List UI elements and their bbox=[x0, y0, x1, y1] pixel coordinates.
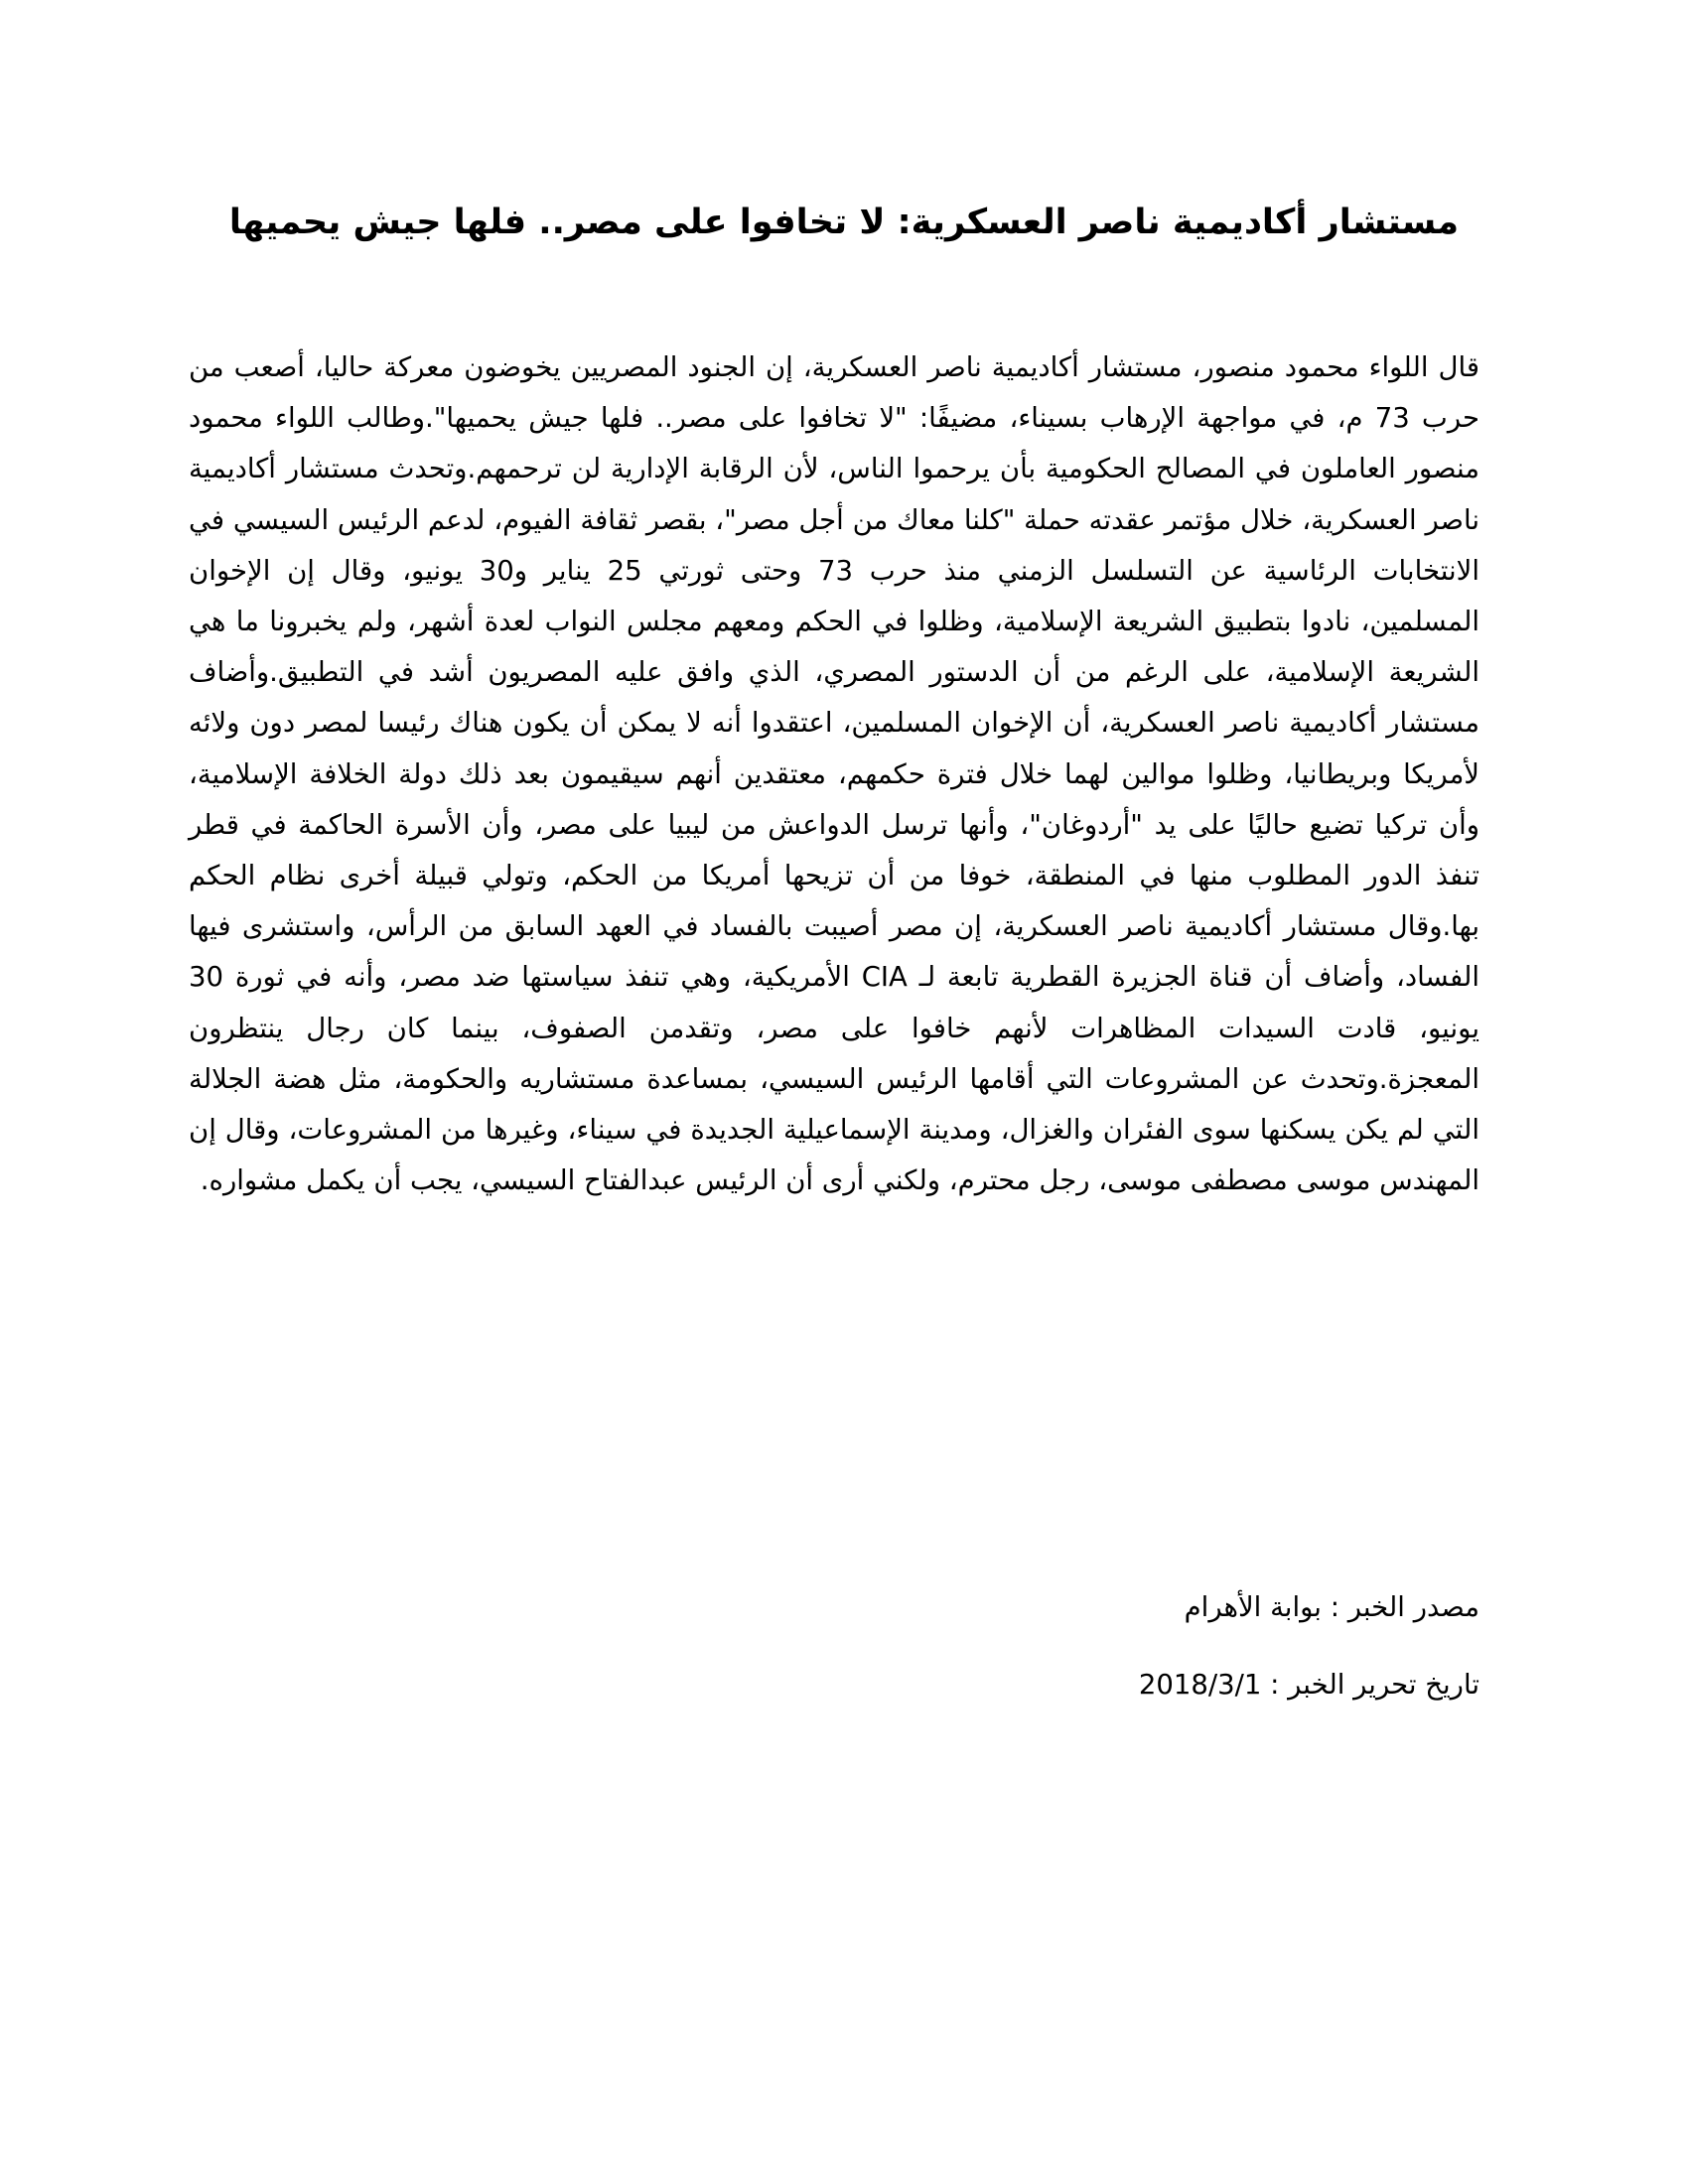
news-date: تاريخ تحرير الخبر : 2018/3/1 bbox=[1138, 1669, 1479, 1701]
article-title: مستشار أكاديمية ناصر العسكرية: لا تخافوا على مصر.. فلها جيش يحميها bbox=[228, 203, 1460, 242]
news-source: مصدر الخبر : بوابة الأهرام bbox=[1184, 1591, 1479, 1623]
article-body: قال اللواء محمود منصور، مستشار أكاديمية ناصر العسكرية، إن الجنود المصريين يخوضون معركة حاليا، أصعب من حرب 73 م، في مواجهة الإرهاب بسيناء، مضيفًا: "لا تخافوا على مصر.. فلها جيش يحميها".وطالب اللواء محمود منصور العاملون في المصالح الحكومية بأن يرحموا الناس، لأن الرقابة الإدارية لن ترحمهم.وتحدث مستشار أكاديمية ناصر العسكرية، خلال مؤتمر عقدته حملة "كلنا معاك من أجل مصر"، بقصر ثقافة الفيوم، لدعم الرئيس السيسي في الانتخابات الرئاسية عن التسلسل الزمني منذ حرب 73 وحتى ثورتي 25 يناير و30 يونيو، وقال إن الإخوان المسلمين، نادوا بتطبيق الشريعة الإسلامية، وظلوا في الحكم ومعهم مجلس النواب لعدة أشهر، ولم يخبرونا ما هي الشريعة الإسلامية، على الرغم من أن الدستور المصري، الذي وافق عليه المصريون أشد في التطبيق.وأضاف مستشار أكاديمية ناصر العسكرية، أن الإخوان المسلمين، اعتقدوا أنه لا يمكن أن يكون هناك رئيسا لمصر دون ولائه لأمريكا وبريطانيا، وظلوا موالين لهما خلال فترة حكمهم، معتقدين أنهم سيقيمون بعد ذلك دولة الخلافة الإسلامية، وأن تركيا تضيع حاليًا على يد "أردوغان"، وأنها ترسل الدواعش من ليبيا على مصر، وأن الأسرة الحاكمة في قطر تنفذ الدور المطلوب منها في المنطقة، خوفا من أن تزيحها أمريكا من الحكم، وتولي قبيلة أخرى نظام الحكم بها.وقال مستشار أكاديمية ناصر العسكرية، إن مصر أصيبت بالفساد في العهد السابق من الرأس، واستشرى فيها الفساد، وأضاف أن قناة الجزيرة القطرية تابعة لـ CIA الأمريكية، وهي تنفذ سياستها ضد مصر، وأنه في ثورة 30 يونيو، قادت السيدات المظاهرات لأنهم خافوا على مصر، وتقدمن الصفوف، بينما كان رجال ينتظرون المعجزة.وتحدث عن المشروعات التي أقامها الرئيس السيسي، بمساعدة مستشاريه والحكومة، مثل هضة الجلالة التي لم يكن يسكنها سوى الفئران والغزال، ومدينة الإسماعيلية الجديدة في سيناء، وغيرها من المشروعات، وقال إن المهندس موسى مصطفى موسى، رجل محترم، ولكني أرى أن الرئيس عبدالفتاح السيسي، يجب أن يكمل مشواره. bbox=[189, 351, 1479, 1197]
